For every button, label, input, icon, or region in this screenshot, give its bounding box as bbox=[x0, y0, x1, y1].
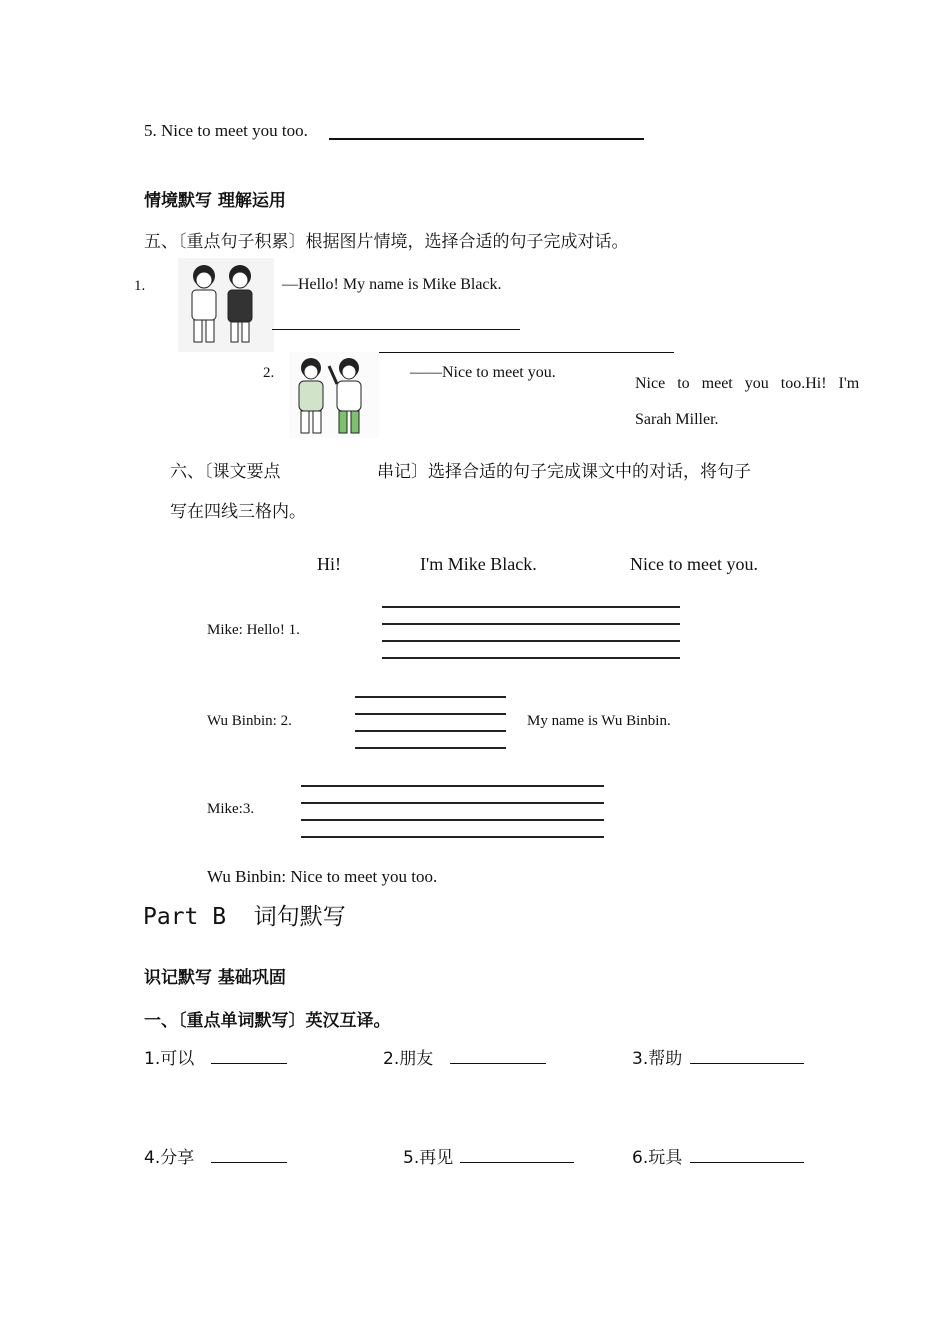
six-dialog-line2-a: Wu Binbin: 2. bbox=[207, 713, 292, 729]
four-line-grid-2[interactable] bbox=[355, 696, 506, 752]
four-line-grid-3[interactable] bbox=[301, 785, 604, 841]
vocab-answer-line-1[interactable] bbox=[211, 1063, 287, 1064]
part-b-title: Part B 词句默写 bbox=[143, 904, 346, 930]
vocab-item-3: 3.帮助 bbox=[632, 1049, 683, 1069]
six-dialog-line2-b: My name is Wu Binbin. bbox=[527, 713, 671, 729]
vocab-answer-line-6[interactable] bbox=[690, 1162, 804, 1163]
question-five-heading: 五、〔重点句子积累〕根据图片情境，选择合适的句子完成对话。 bbox=[144, 232, 629, 252]
two-kids-illustration-2 bbox=[289, 352, 379, 438]
four-line-grid-1[interactable] bbox=[382, 606, 680, 662]
five-item1-number: 1. bbox=[134, 278, 146, 294]
vocab-item-4: 4.分享 bbox=[144, 1148, 195, 1168]
six-option-3: Nice to meet you. bbox=[630, 554, 758, 574]
five-item1-dialog: —Hello! My name is Mike Black. bbox=[282, 276, 502, 293]
five-item2-dialog: ——Nice to meet you. bbox=[410, 364, 556, 381]
question-six-heading-a: 六、〔课文要点 bbox=[170, 462, 281, 482]
answer-line-5[interactable] bbox=[329, 138, 644, 140]
question-six-heading-c: 写在四线三格内。 bbox=[170, 502, 306, 522]
six-dialog-line4: Wu Binbin: Nice to meet you too. bbox=[207, 867, 438, 886]
vocab-item-2: 2.朋友 bbox=[383, 1049, 434, 1069]
five-item2-number: 2. bbox=[263, 365, 275, 381]
six-option-2: I'm Mike Black. bbox=[420, 554, 537, 574]
vocab-answer-line-3[interactable] bbox=[690, 1063, 804, 1064]
six-option-1: Hi! bbox=[317, 554, 341, 574]
vocab-answer-line-2[interactable] bbox=[450, 1063, 546, 1064]
five-item2-answer-line[interactable] bbox=[378, 352, 674, 353]
five-item1-answer-line[interactable] bbox=[272, 329, 520, 330]
question-one-heading: 一、〔重点单词默写〕英汉互译。 bbox=[144, 1011, 391, 1031]
five-options-line1: Nice to meet you too.Hi! I'm bbox=[635, 375, 860, 392]
question-5-text: 5. Nice to meet you too. bbox=[144, 121, 308, 140]
five-options-line2: Sarah Miller. bbox=[635, 411, 719, 428]
six-dialog-line3: Mike:3. bbox=[207, 801, 255, 817]
vocab-item-5: 5.再见 bbox=[403, 1148, 454, 1168]
vocab-answer-line-5[interactable] bbox=[460, 1162, 574, 1163]
section-heading-basic: 识记默写 基础巩固 bbox=[144, 968, 286, 988]
vocab-item-1: 1.可以 bbox=[144, 1049, 195, 1069]
six-dialog-line1: Mike: Hello! 1. bbox=[207, 622, 300, 638]
vocab-item-6: 6.玩具 bbox=[632, 1148, 683, 1168]
two-kids-illustration-1 bbox=[178, 258, 274, 352]
section-heading-situation: 情境默写 理解运用 bbox=[144, 191, 286, 211]
question-six-heading-b: 串记〕选择合适的句子完成课文中的对话，将句子 bbox=[377, 462, 751, 482]
vocab-answer-line-4[interactable] bbox=[211, 1162, 287, 1163]
